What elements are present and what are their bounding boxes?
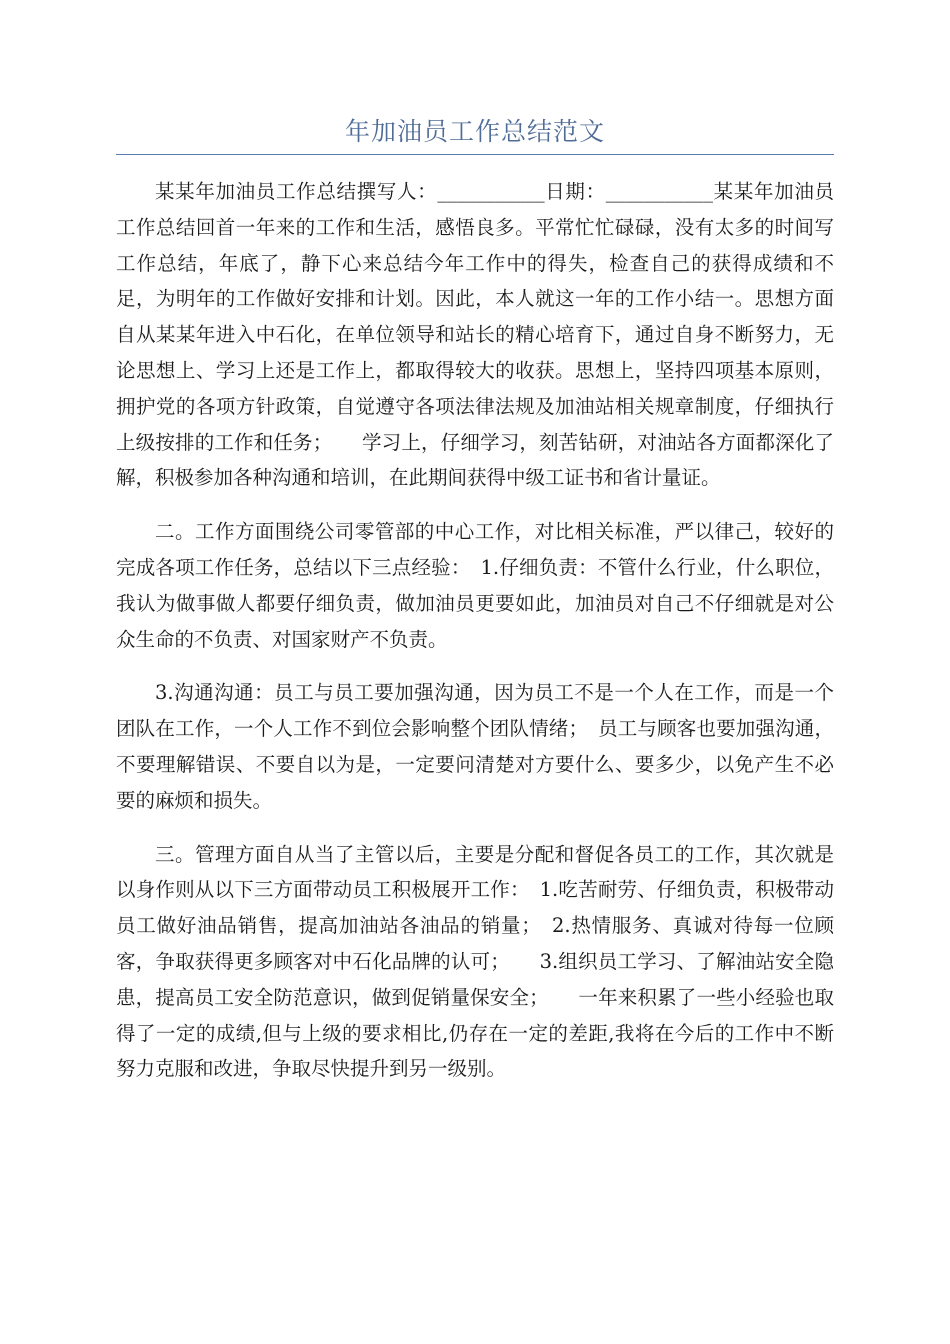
- document-body: [116, 174, 834, 1105]
- paragraph-management: 三。管理方面自从当了主管以后，主要是分配和督促各员工的工作，其次就是以身作则从以下三方面带动员工积极展开工作： 1.吃苦耐劳、仔细负责，积极带动员工做好油品销售，提高加油站各油品的销量； 2.热情服务、真诚对待每一位顾客，争取获得更多顾客对中石化品牌的认可； 3.组织员工学习、了解油站安全隐患，提高员工安全防范意识，做到促销量保安全； 一年来积累了一些小经验也取得了一定的成绩,但与上级的要求相比,仍存在一定的差距,我将在今后的工作中不断努力克服和改进，争取尽快提升到另一级别。: [116, 842, 834, 1081]
- title-underline: [116, 154, 834, 155]
- document-title: 年加油员工作总结范文: [344, 117, 605, 146]
- paragraph-communication: 3.沟通沟通：员工与员工要加强沟通，因为员工不是一个人在工作，而是一个团队在工作，一个人工作不到位会影响整个团队情绪； 员工与顾客也要加强沟通，不要理解错误、不要自以为是，一定要问清楚对方要什么、要多少，以免产生不必要的麻烦和损失。: [116, 681, 834, 812]
- paragraph-work: 二。工作方面围绕公司零管部的中心工作，对比相关标准，严以律己，较好的完成各项工作任务，总结以下三点经验： 1.仔细负责：不管什么行业，什么职位，我认为做事做人都要仔细负责，做加油员更要如此，加油员对自己不仔细就是对公众生命的不负责、对国家财产不负责。: [116, 520, 834, 651]
- paragraph-intro: 某某年加油员工作总结撰写人：___________日期：___________某某年加油员工作总结回首一年来的工作和生活，感悟良多。平常忙忙碌碌，没有太多的时间写工作总结，年底了，静下心来总结今年工作中的得失，检查自己的获得成绩和不足，为明年的工作做好安排和计划。因此，本人就这一年的工作小结一。思想方面自从某某年进入中石化，在单位领导和站长的精心培育下，通过自身不断努力，无论思想上、学习上还是工作上，都取得较大的收获。思想上，坚持四项基本原则，拥护党的各项方针政策，自觉遵守各项法律法规及加油站相关规章制度，仔细执行上级按排的工作和任务； 学习上，仔细学习，刻苦钻研，对油站各方面都深化了解，积极参加各种沟通和培训，在此期间获得中级工证书和省计量证。: [116, 180, 834, 490]
